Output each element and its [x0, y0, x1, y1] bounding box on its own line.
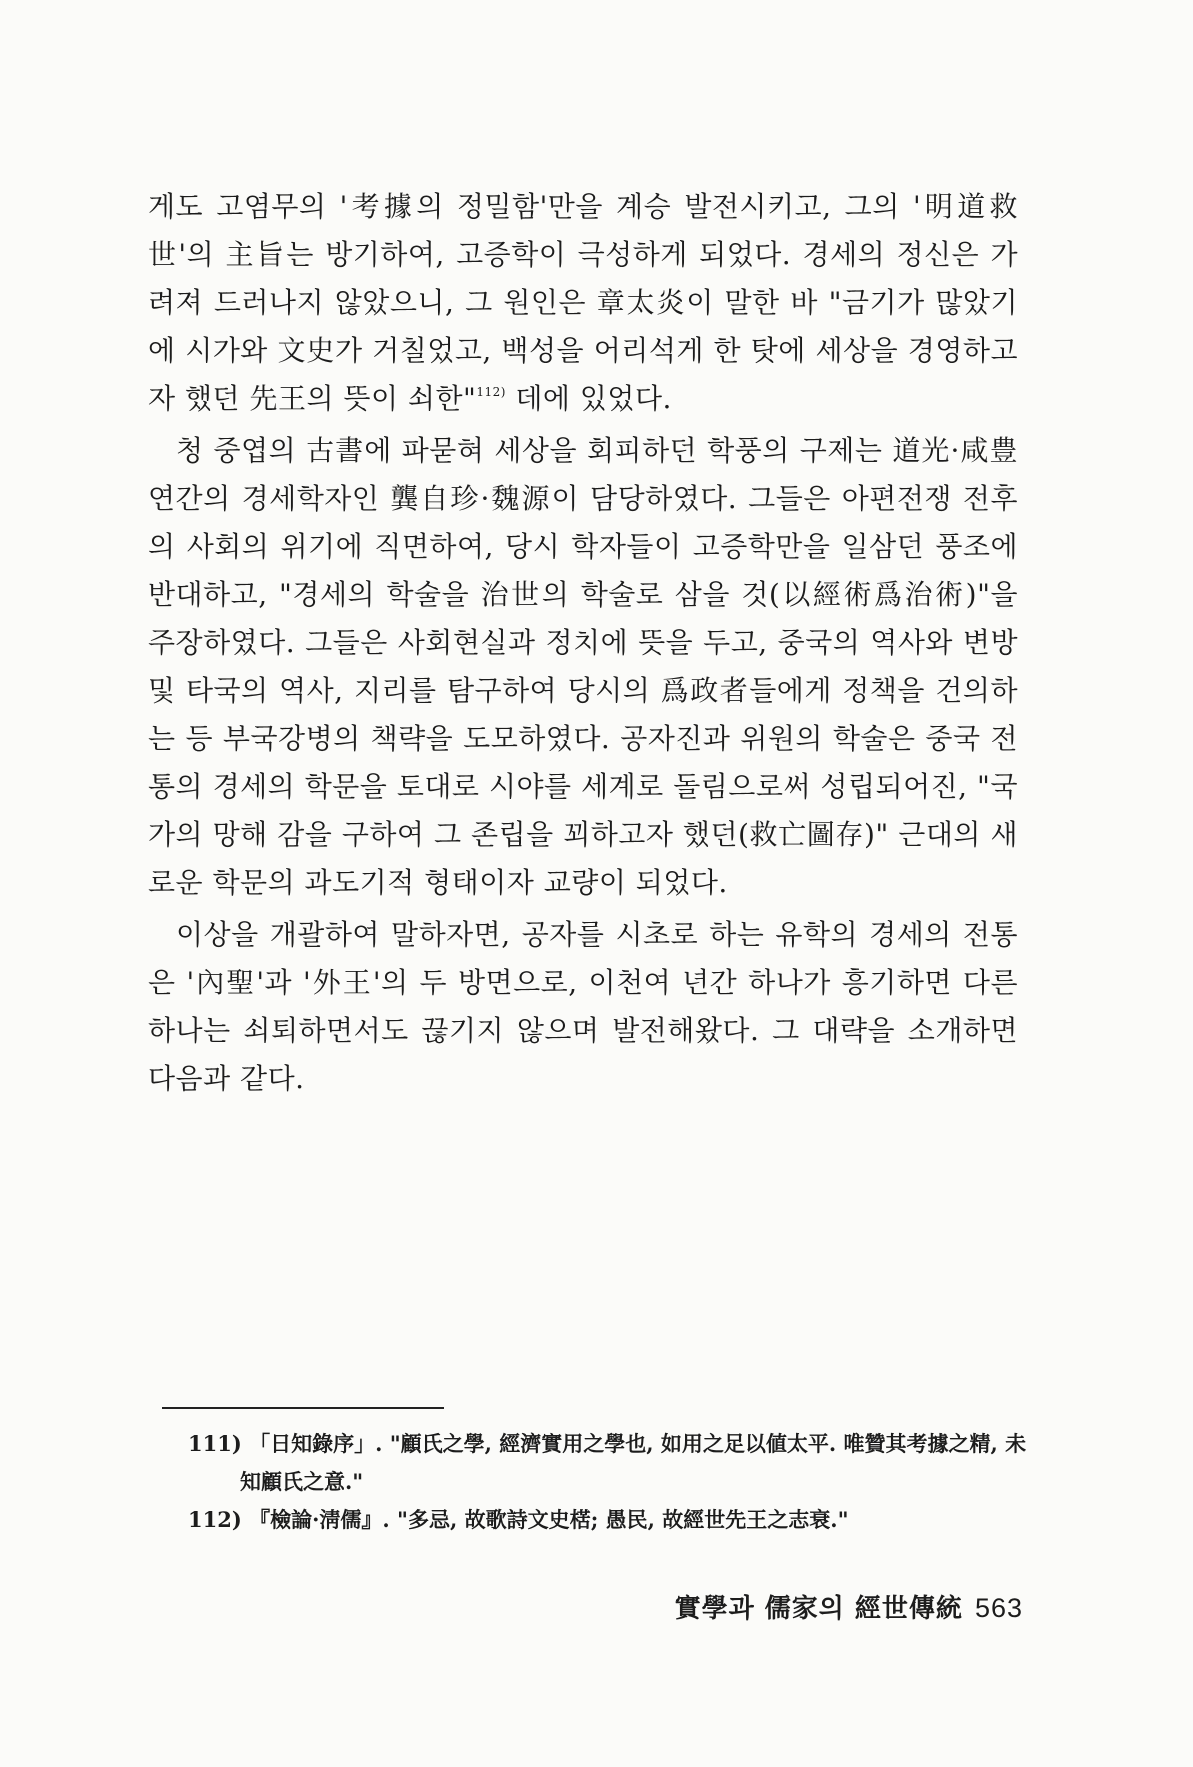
running-title: 實學과 儒家의 經世傳統 [674, 1594, 963, 1624]
footnote-divider [162, 1407, 444, 1409]
running-footer [675, 1588, 1023, 1625]
footnote-ref: 112) [476, 385, 506, 399]
footnote: 111) 「日知錄序」. "顧氏之學, 經濟實用之學也, 如用之足以値太平. 唯贊其考據之精, 未知顧氏之意." [188, 1431, 1027, 1494]
paragraph-text: 이상을 개괄하여 말하자면, 공자를 시초로 하는 유학의 경세의 전통은 '內聖'과 '外王'의 두 방면으로, 이천여 년간 하나가 흥기하면 다른 하나는 쇠퇴하면서도 끊기지 않으며 발전해왔다. 그 대략을 소개하면 다음과 같다. [148, 918, 1018, 1095]
page-number: 563 [974, 1593, 1023, 1623]
body-paragraph [148, 183, 1018, 423]
paragraph-text: 데에 있었다. [505, 382, 672, 415]
footnotes [188, 1425, 1028, 1539]
body-paragraph [148, 427, 1018, 907]
body-text [148, 183, 1018, 1103]
paragraph-text: 게도 고염무의 '考據의 정밀함'만을 계승 발전시키고, 그의 '明道救世'의 主旨는 방기하여, 고증학이 극성하게 되었다. 경세의 정신은 가려져 드러나지 않았으니, 그 원인은 章太炎이 말한 바 "금기가 많았기에 시가와 文史가 거칠었고, 백성을 어리석게 한 탓에 세상을 경영하고자 했던 先王의 뜻이 쇠한" [148, 190, 1018, 415]
body-paragraph [148, 911, 1018, 1103]
footnote: 112) 『檢論·淸儒』. "多忌, 故歌詩文史楛; 愚民, 故經世先王之志衰." [188, 1507, 849, 1532]
paragraph-text: 청 중엽의 古書에 파묻혀 세상을 회피하던 학풍의 구제는 道光·咸豊 연간의 경세학자인 龔自珍·魏源이 담당하였다. 그들은 아편전쟁 전후의 사회의 위기에 직면하여, 당시 학자들이 고증학만을 일삼던 풍조에 반대하고, "경세의 학술을 治世의 학술로 삼을 것(以經術爲治術)"을 주장하였다. 그들은 사회현실과 정치에 뜻을 두고, 중국의 역사와 변방 및 타국의 역사, 지리를 탐구하여 당시의 爲政者들에게 정책을 건의하는 등 부국강병의 책략을 도모하였다. 공자진과 위원의 학술은 중국 전통의 경세의 학문을 토대로 시야를 세계로 돌림으로써 성립되어진, "국가의 망해 감을 구하여 그 존립을 꾀하고자 했던(救亡圖存)" 근대의 새로운 학문의 과도기적 형태이자 교량이 되었다. [148, 434, 1018, 899]
